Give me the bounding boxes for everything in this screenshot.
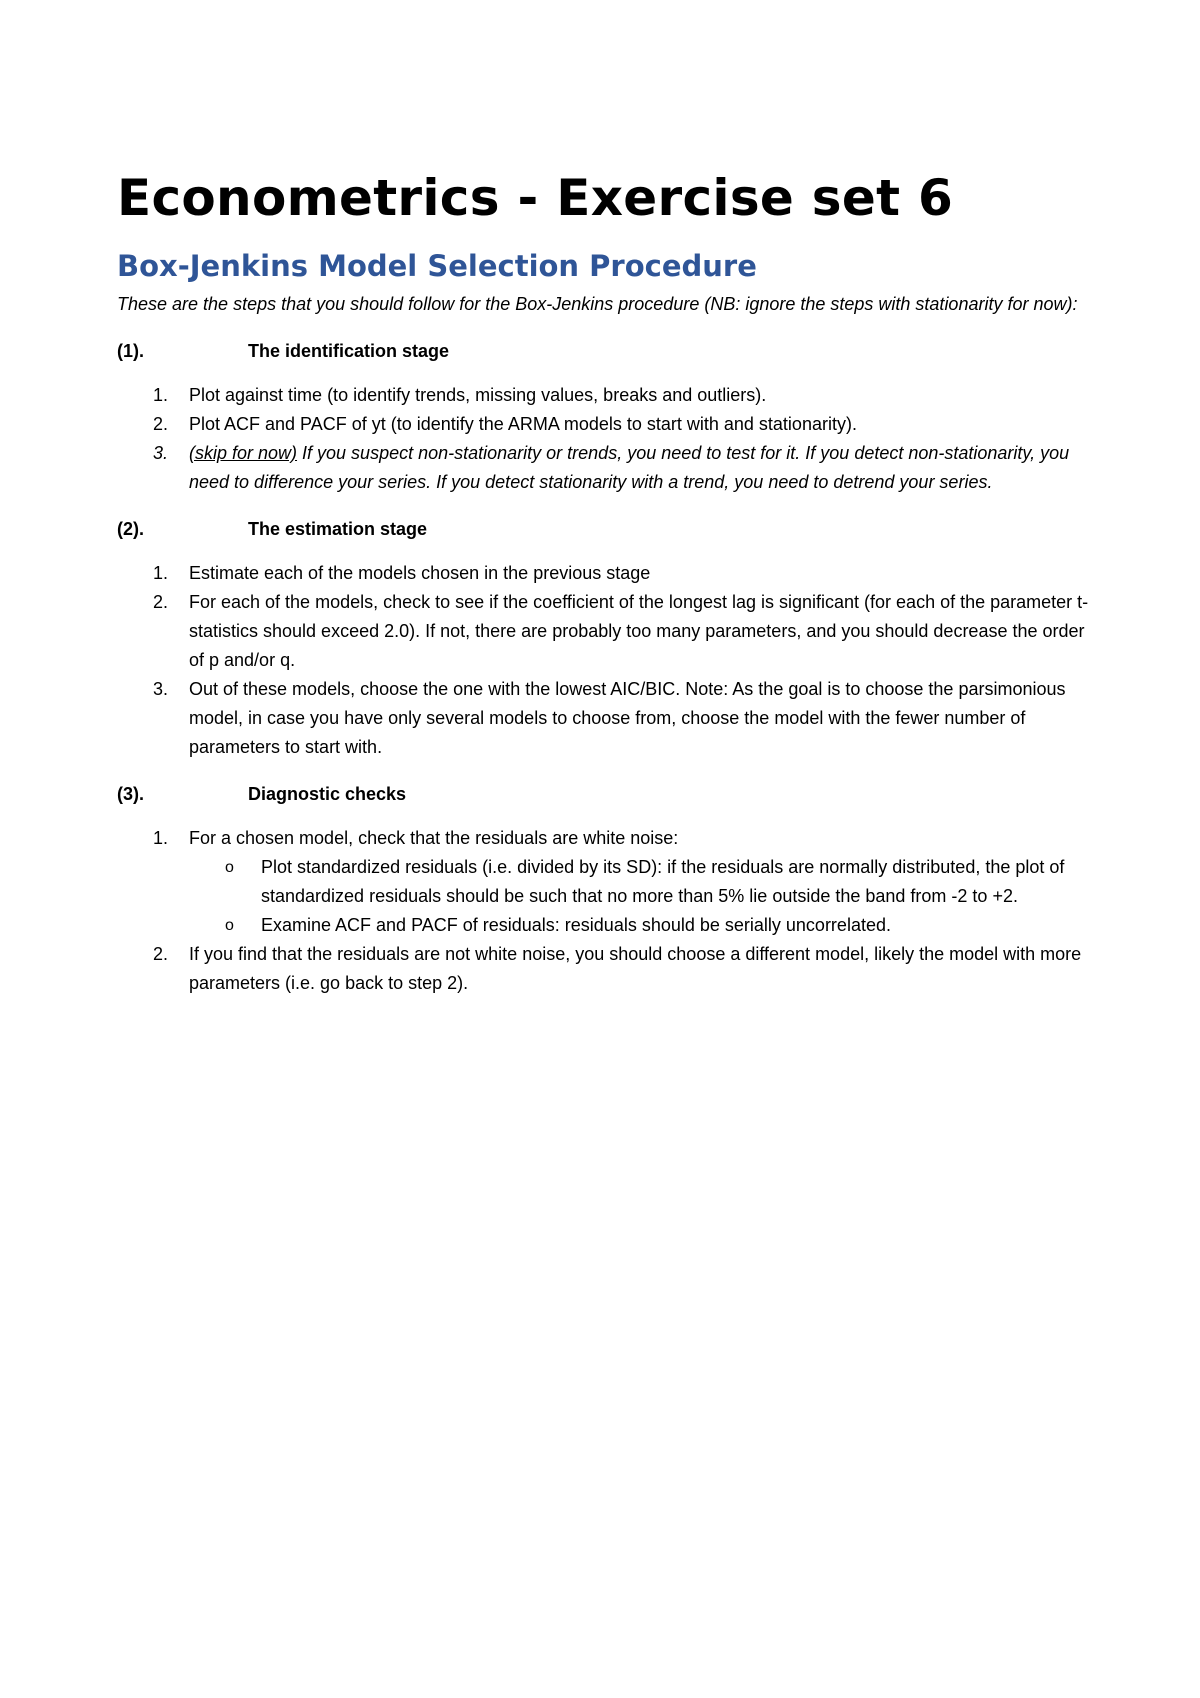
item-text: Plot against time (to identify trends, missing values, breaks and outliers).	[189, 385, 767, 405]
sub-item-text: Examine ACF and PACF of residuals: residuals should be serially uncorrelated.	[261, 915, 891, 935]
item-text: For a chosen model, check that the residuals are white noise:	[189, 828, 679, 848]
sub-list-item	[189, 911, 1097, 940]
stage-title: Diagnostic checks	[248, 784, 407, 804]
diagnostic-stage	[117, 780, 1097, 998]
stage-number: (1).	[117, 341, 144, 361]
item-number: 1.	[153, 828, 169, 848]
stage-heading	[117, 780, 1097, 809]
intro-text: These are the steps that you should follow for the Box-Jenkins procedure (NB: ignore the steps with stationarity for now):	[117, 294, 1078, 314]
step-list	[117, 559, 1097, 762]
stage-title: The estimation stage	[248, 519, 428, 539]
list-item	[117, 381, 1097, 410]
item-text: If you suspect non-stationarity or trends, you need to test for it. If you detect non-stationarity, you need to difference your series. If you detect stationarity with a trend, you need to detrend your series.	[189, 443, 1070, 492]
estimation-stage	[117, 515, 1097, 762]
item-text: For each of the models, check to see if the coefficient of the longest lag is significant (for each of the parameter t-statistics should exceed 2.0). If not, there are probably too many parameters, and you should decrease the order of p and/or q.	[189, 592, 1089, 670]
list-item	[117, 410, 1097, 439]
item-number: 1.	[153, 385, 169, 405]
page-subtitle: Box-Jenkins Model Selection Procedure	[117, 249, 757, 283]
sub-list-item	[189, 853, 1097, 911]
stage-heading	[117, 337, 1097, 366]
step-list	[117, 824, 1097, 998]
item-text: Plot ACF and PACF of yt (to identify the ARMA models to start with and stationarity).	[189, 414, 857, 434]
item-number: 1.	[153, 563, 169, 583]
identification-stage	[117, 337, 1097, 497]
list-item	[117, 824, 1097, 940]
list-item	[117, 588, 1097, 675]
stage-number: (3).	[117, 784, 144, 804]
stage-number: (2).	[117, 519, 144, 539]
item-number: 2.	[153, 414, 169, 434]
sub-item-text: Plot standardized residuals (i.e. divided by its SD): if the residuals are normally distributed, the plot of standardized residuals should be such that no more than 5% lie outside the band from -2 to +2.	[261, 857, 1065, 906]
stage-title: The identification stage	[248, 341, 450, 361]
list-item	[117, 940, 1097, 998]
document-content	[117, 168, 1097, 998]
stage-heading	[117, 515, 1097, 544]
list-item	[117, 675, 1097, 762]
bullet-icon: o	[225, 859, 234, 876]
skip-note: (skip for now)	[189, 443, 298, 463]
item-number: 3.	[153, 443, 169, 463]
list-item	[117, 559, 1097, 588]
item-number: 3.	[153, 679, 169, 699]
page-title: Econometrics - Exercise set 6	[117, 169, 954, 227]
item-text: Out of these models, choose the one with the lowest AIC/BIC. Note: As the goal is to choose the parsimonious model, in case you have only several models to choose from, choose the model with the fewer number of parameters to start with.	[189, 679, 1066, 757]
step-list	[117, 381, 1097, 497]
sub-list	[189, 853, 1097, 940]
item-number: 2.	[153, 592, 169, 612]
item-text: Estimate each of the models chosen in the previous stage	[189, 563, 651, 583]
bullet-icon: o	[225, 917, 234, 934]
item-number: 2.	[153, 944, 169, 964]
item-text: If you find that the residuals are not white noise, you should choose a different model, likely the model with more parameters (i.e. go back to step 2).	[189, 944, 1082, 993]
list-item	[117, 439, 1097, 497]
